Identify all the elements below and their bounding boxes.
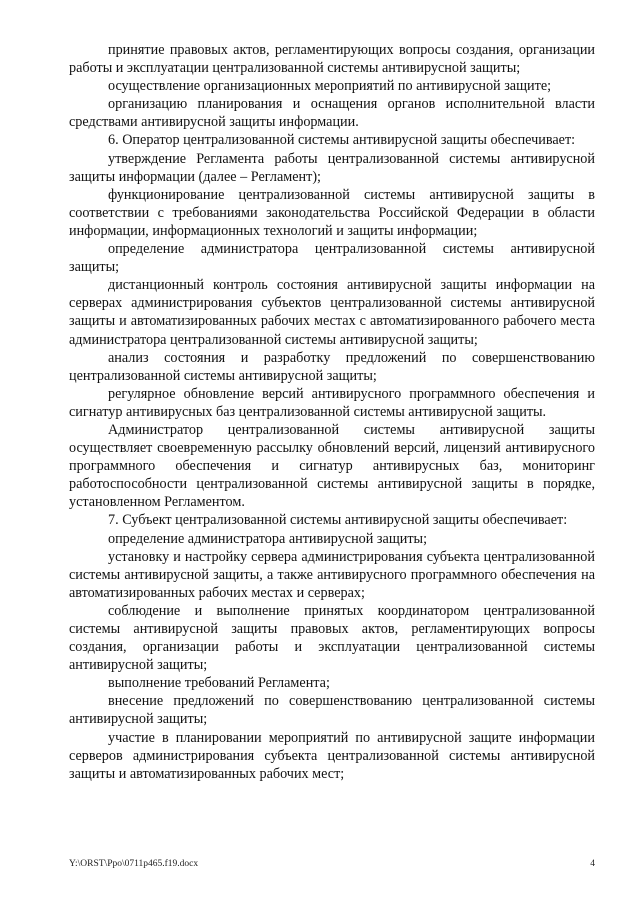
section-7-heading: 7. Субъект централизованной системы антивирусной защиты обеспечивает: xyxy=(108,512,568,529)
paragraph: осуществление организационных мероприятий по антивирусной защите; xyxy=(108,78,552,95)
document-body xyxy=(69,41,595,783)
footer-file-path: Y:\ORST\Ppo\0711p465.f19.docx xyxy=(69,859,199,869)
paragraph: установку и настройку сервера администрирования субъекта централизованной системы антивирусной защиты, а также антивирусного программного обеспечения на автоматизированных рабочих местах и серверах; xyxy=(69,548,595,601)
paragraph: выполнение требований Регламента; xyxy=(108,675,330,692)
paragraph: функционирование централизованной системы антивирусной защиты в соответствии с требованиями законодательства Российской Федерации в области информации, информационных технологий и защиты информации; xyxy=(69,186,595,239)
section-6-heading: 6. Оператор централизованной системы антивирусной защиты обеспечивает: xyxy=(108,132,576,149)
paragraph: Администратор централизованной системы антивирусной защиты осуществляет своевременную рассылку обновлений версий, лицензий антивирусного программного обеспечения и сигнатур антивирусных баз, мониторинг работоспособности централизованной системы антивирусной защиты в порядке, установленном Регламентом. xyxy=(69,421,595,511)
page-footer xyxy=(69,857,595,871)
paragraph: утверждение Регламента работы централизованной системы антивирусной защиты информации (далее – Регламент); xyxy=(69,150,595,185)
paragraph: соблюдение и выполнение принятых координатором централизованной системы антивирусной защиты правовых актов, регламентирующих вопросы создания, организации работы и эксплуатации централизованной системы антивирусной защиты; xyxy=(69,602,595,674)
paragraph: принятие правовых актов, регламентирующих вопросы создания, организации работы и эксплуатации централизованной системы антивирусной защиты; xyxy=(69,42,595,77)
paragraph: определение администратора антивирусной защиты; xyxy=(108,530,428,547)
paragraph: анализ состояния и разработку предложений по совершенствованию централизованной системы антивирусной защиты; xyxy=(69,349,595,384)
paragraph: внесение предложений по совершенствованию централизованной системы антивирусной защиты; xyxy=(69,693,595,728)
paragraph: определение администратора централизованной системы антивирусной защиты; xyxy=(69,241,595,276)
paragraph: участие в планировании мероприятий по антивирусной защите информации серверов администрирования субъекта централизованной системы антивирусной защиты и автоматизированных рабочих мест; xyxy=(69,729,595,782)
paragraph: дистанционный контроль состояния антивирусной защиты информации на серверах администрирования субъектов централизованной системы антивирусной защиты и автоматизированных рабочих местах с автоматизированного рабочего места администратора централизованной системы антивирусной защиты; xyxy=(69,277,595,348)
paragraph: организацию планирования и оснащения органов исполнительной власти средствами антивирусной защиты информации. xyxy=(69,96,595,131)
page-number: 4 xyxy=(590,859,595,869)
paragraph: регулярное обновление версий антивирусного программного обеспечения и сигнатур антивирусных баз централизованной системы антивирусной защиты. xyxy=(69,385,595,420)
